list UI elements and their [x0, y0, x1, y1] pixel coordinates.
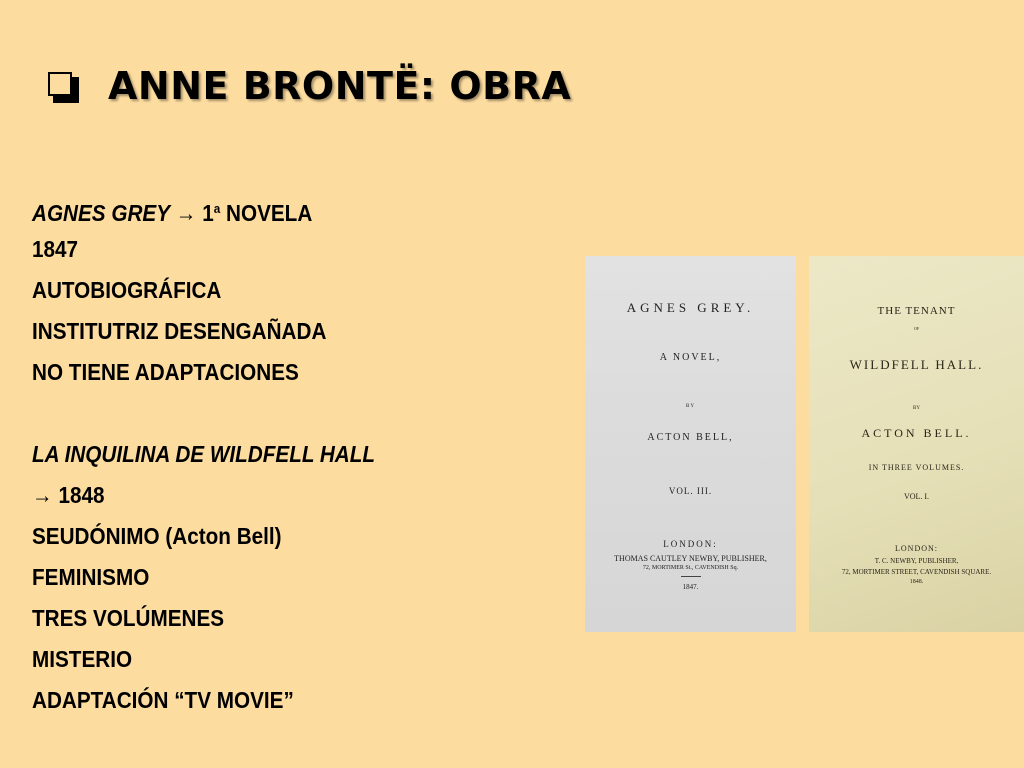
- cover-year: 1847.: [682, 583, 699, 591]
- checkbox-bullet-icon: [48, 72, 76, 100]
- cover-address: 72, MORTIMER St., CAVENDISH Sq.: [642, 565, 739, 571]
- cover-city: LONDON:: [663, 539, 718, 549]
- cover-by: BY: [686, 404, 695, 409]
- cover-publisher: T. C. NEWBY, PUBLISHER,: [874, 557, 959, 565]
- cover-author: ACTON BELL,: [647, 432, 734, 443]
- arrow-icon: →: [170, 200, 203, 226]
- list-item: ADAPTACIÓN “TV MOVIE”: [32, 687, 294, 713]
- list-item: AUTOBIOGRÁFICA: [32, 277, 222, 303]
- list-item: TRES VOLÚMENES: [32, 605, 225, 631]
- cover-rule: [681, 576, 701, 577]
- cover-volume: VOL. I.: [903, 492, 930, 501]
- cover-title-main: WILDFELL HALL.: [849, 357, 984, 372]
- list-item: SEUDÓNIMO (Acton Bell): [32, 523, 282, 549]
- slide-content: [32, 188, 437, 721]
- list-item: 1847: [32, 236, 79, 262]
- list-item: MISTERIO: [32, 646, 133, 672]
- cover-subtitle: A NOVEL,: [659, 352, 722, 363]
- novel-number: 1: [202, 200, 214, 226]
- slide-title: ANNE BRONTË: OBRA: [108, 64, 572, 108]
- cover-publisher: THOMAS CAUTLEY NEWBY, PUBLISHER,: [614, 554, 767, 563]
- cover-address: 72, MORTIMER STREET, CAVENDISH SQUARE.: [841, 568, 992, 576]
- agnes-book-title: AGNES GREY: [32, 200, 171, 226]
- agnes-heading: [32, 188, 437, 229]
- tenant-book-title: LA INQUILINA DE WILDFELL HALL: [32, 441, 376, 467]
- cover-city: LONDON:: [895, 544, 938, 553]
- spacer: [32, 393, 437, 434]
- novel-ordinal: a: [213, 201, 221, 216]
- tenant-cover-image: [809, 256, 1024, 632]
- cover-by: BY: [913, 406, 920, 411]
- title-row: [48, 64, 571, 108]
- list-item: FEMINISMO: [32, 564, 150, 590]
- cover-volumes: IN THREE VOLUMES.: [868, 463, 965, 472]
- cover-title-top: THE TENANT: [877, 305, 956, 317]
- cover-title: AGNES GREY.: [626, 300, 755, 315]
- list-item: INSTITUTRIZ DESENGAÑADA: [32, 318, 327, 344]
- list-item: NO TIENE ADAPTACIONES: [32, 359, 299, 385]
- cover-of: OF: [913, 326, 920, 331]
- cover-year: 1848.: [909, 579, 924, 585]
- novel-label: NOVELA: [220, 200, 313, 226]
- cover-volume: VOL. III.: [668, 486, 713, 496]
- tenant-year: → 1848: [32, 482, 105, 508]
- cover-author: ACTON BELL.: [861, 426, 972, 440]
- agnes-grey-cover-image: [585, 256, 796, 632]
